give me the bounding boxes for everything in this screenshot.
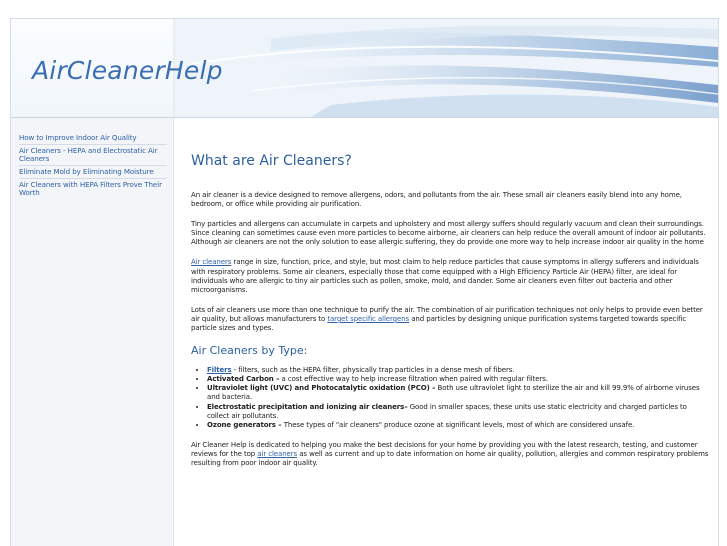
type-name: Ozone generators –: [207, 420, 282, 429]
main-content: [191, 153, 711, 479]
type-name: Electrostatic precipitation and ionizing air cleaners–: [207, 402, 408, 411]
cleaner-types-list: [191, 366, 711, 430]
filters-link[interactable]: Filters: [207, 366, 232, 375]
list-item: [207, 403, 711, 421]
sidebar-item-hepa-filters-worth[interactable]: Air Cleaners with HEPA Filters Prove Their Worth: [19, 180, 162, 197]
site-logo-title[interactable]: AirCleanerHelp: [32, 56, 223, 85]
section-title-types: Air Cleaners by Type:: [191, 344, 308, 358]
techniques-text-end: and particles by designing unique purification systems targeted towards specific particle sizes and types.: [191, 314, 687, 333]
sidebar-item-eliminate-mold[interactable]: Eliminate Mold by Eliminating Moisture: [19, 166, 167, 179]
type-name: Activated Carbon –: [207, 375, 280, 384]
type-desc: a cost effective way to help increase filtration when paired with regular filters.: [279, 375, 548, 384]
sidebar-link-list: [11, 118, 173, 199]
type-name: Ultraviolet light (UVC) and Photocatalytic oxidation (PCO) –: [207, 384, 436, 393]
page-title: What are Air Cleaners?: [191, 153, 352, 169]
sidebar-item-indoor-air-quality[interactable]: How to Improve Indoor Air Quality: [19, 132, 167, 145]
list-item: [207, 421, 711, 430]
list-item: [207, 366, 711, 375]
techniques-paragraph: [191, 306, 711, 333]
page-frame: [10, 18, 719, 546]
list-item: [207, 375, 711, 384]
range-paragraph-text: range in size, function, price, and style, but most claim to help reduce particles that cause symptoms in allergy sufferers and individuals with respiratory problems. Some air cleaners, especially those that come equipped with a High Efficiency Particle Air (HEPA) filter, are ideal for individuals who are allergic to tiny air particles such as pollen, smoke, mold, and dander. Some air cleaners even filter out bacteria and other microorganisms.: [191, 258, 699, 294]
type-desc: These types of "air cleaners" produce ozone at significant levels, most of which are considered unsafe.: [281, 420, 635, 429]
range-paragraph: [191, 258, 711, 294]
closing-paragraph: [191, 441, 711, 468]
allergens-paragraph: Tiny particles and allergens can accumulate in carpets and upholstery and most allergy suffers should regularly vacuum and clean their surroundings. Since cleaning can sometimes cause even more particles to become airborne, air cleaners can help reduce the overall amount of indoor air pollutants. Although air cleaners are not the only solution to ease allergic suffering, they do provide one more way to help increase indoor air quality in the home: [191, 220, 706, 247]
target-specific-allergens-link[interactable]: target specific allergens: [327, 314, 410, 323]
closing-text-end: as well as current and up to date information on home air quality, pollution, allergies and common respiratory problems resulting from poor indoor air quality.: [191, 449, 709, 467]
type-desc: - filters, such as the HEPA filter, physically trap particles in a dense mesh of fibers.: [231, 366, 515, 375]
air-cleaners-link[interactable]: Air cleaners: [191, 258, 232, 267]
intro-paragraph: An air cleaner is a device designed to remove allergens, odors, and pollutants from the air. These small air cleaners easily blend into any home, bedroom, or office while providing air purification.: [191, 191, 682, 209]
closing-text-start: Air Cleaner Help is dedicated to helping you make the best decisions for your home by providing you with the latest research, testing, and customer reviews for the top: [191, 440, 698, 458]
air-cleaners-link-2[interactable]: air cleaners: [257, 449, 298, 458]
type-desc: Both use ultraviolet light to sterilize the air and kill 99.9% of airborne viruses and bacteria.: [207, 384, 700, 402]
sidebar-nav: [11, 118, 174, 546]
sidebar-item-hepa-electrostatic[interactable]: Air Cleaners - HEPA and Electrostatic Air Cleaners: [19, 145, 167, 166]
type-desc: Good in smaller spaces, these units use static electricity and charged particles to collect air pollutants.: [207, 402, 687, 420]
site-header: [11, 19, 718, 118]
techniques-text-start: Lots of air cleaners use more than one technique to purify the air. The combination of air purification techniques not only helps to provide even better air quality, but allows manufacturers to: [191, 305, 703, 323]
list-item: [207, 384, 711, 402]
